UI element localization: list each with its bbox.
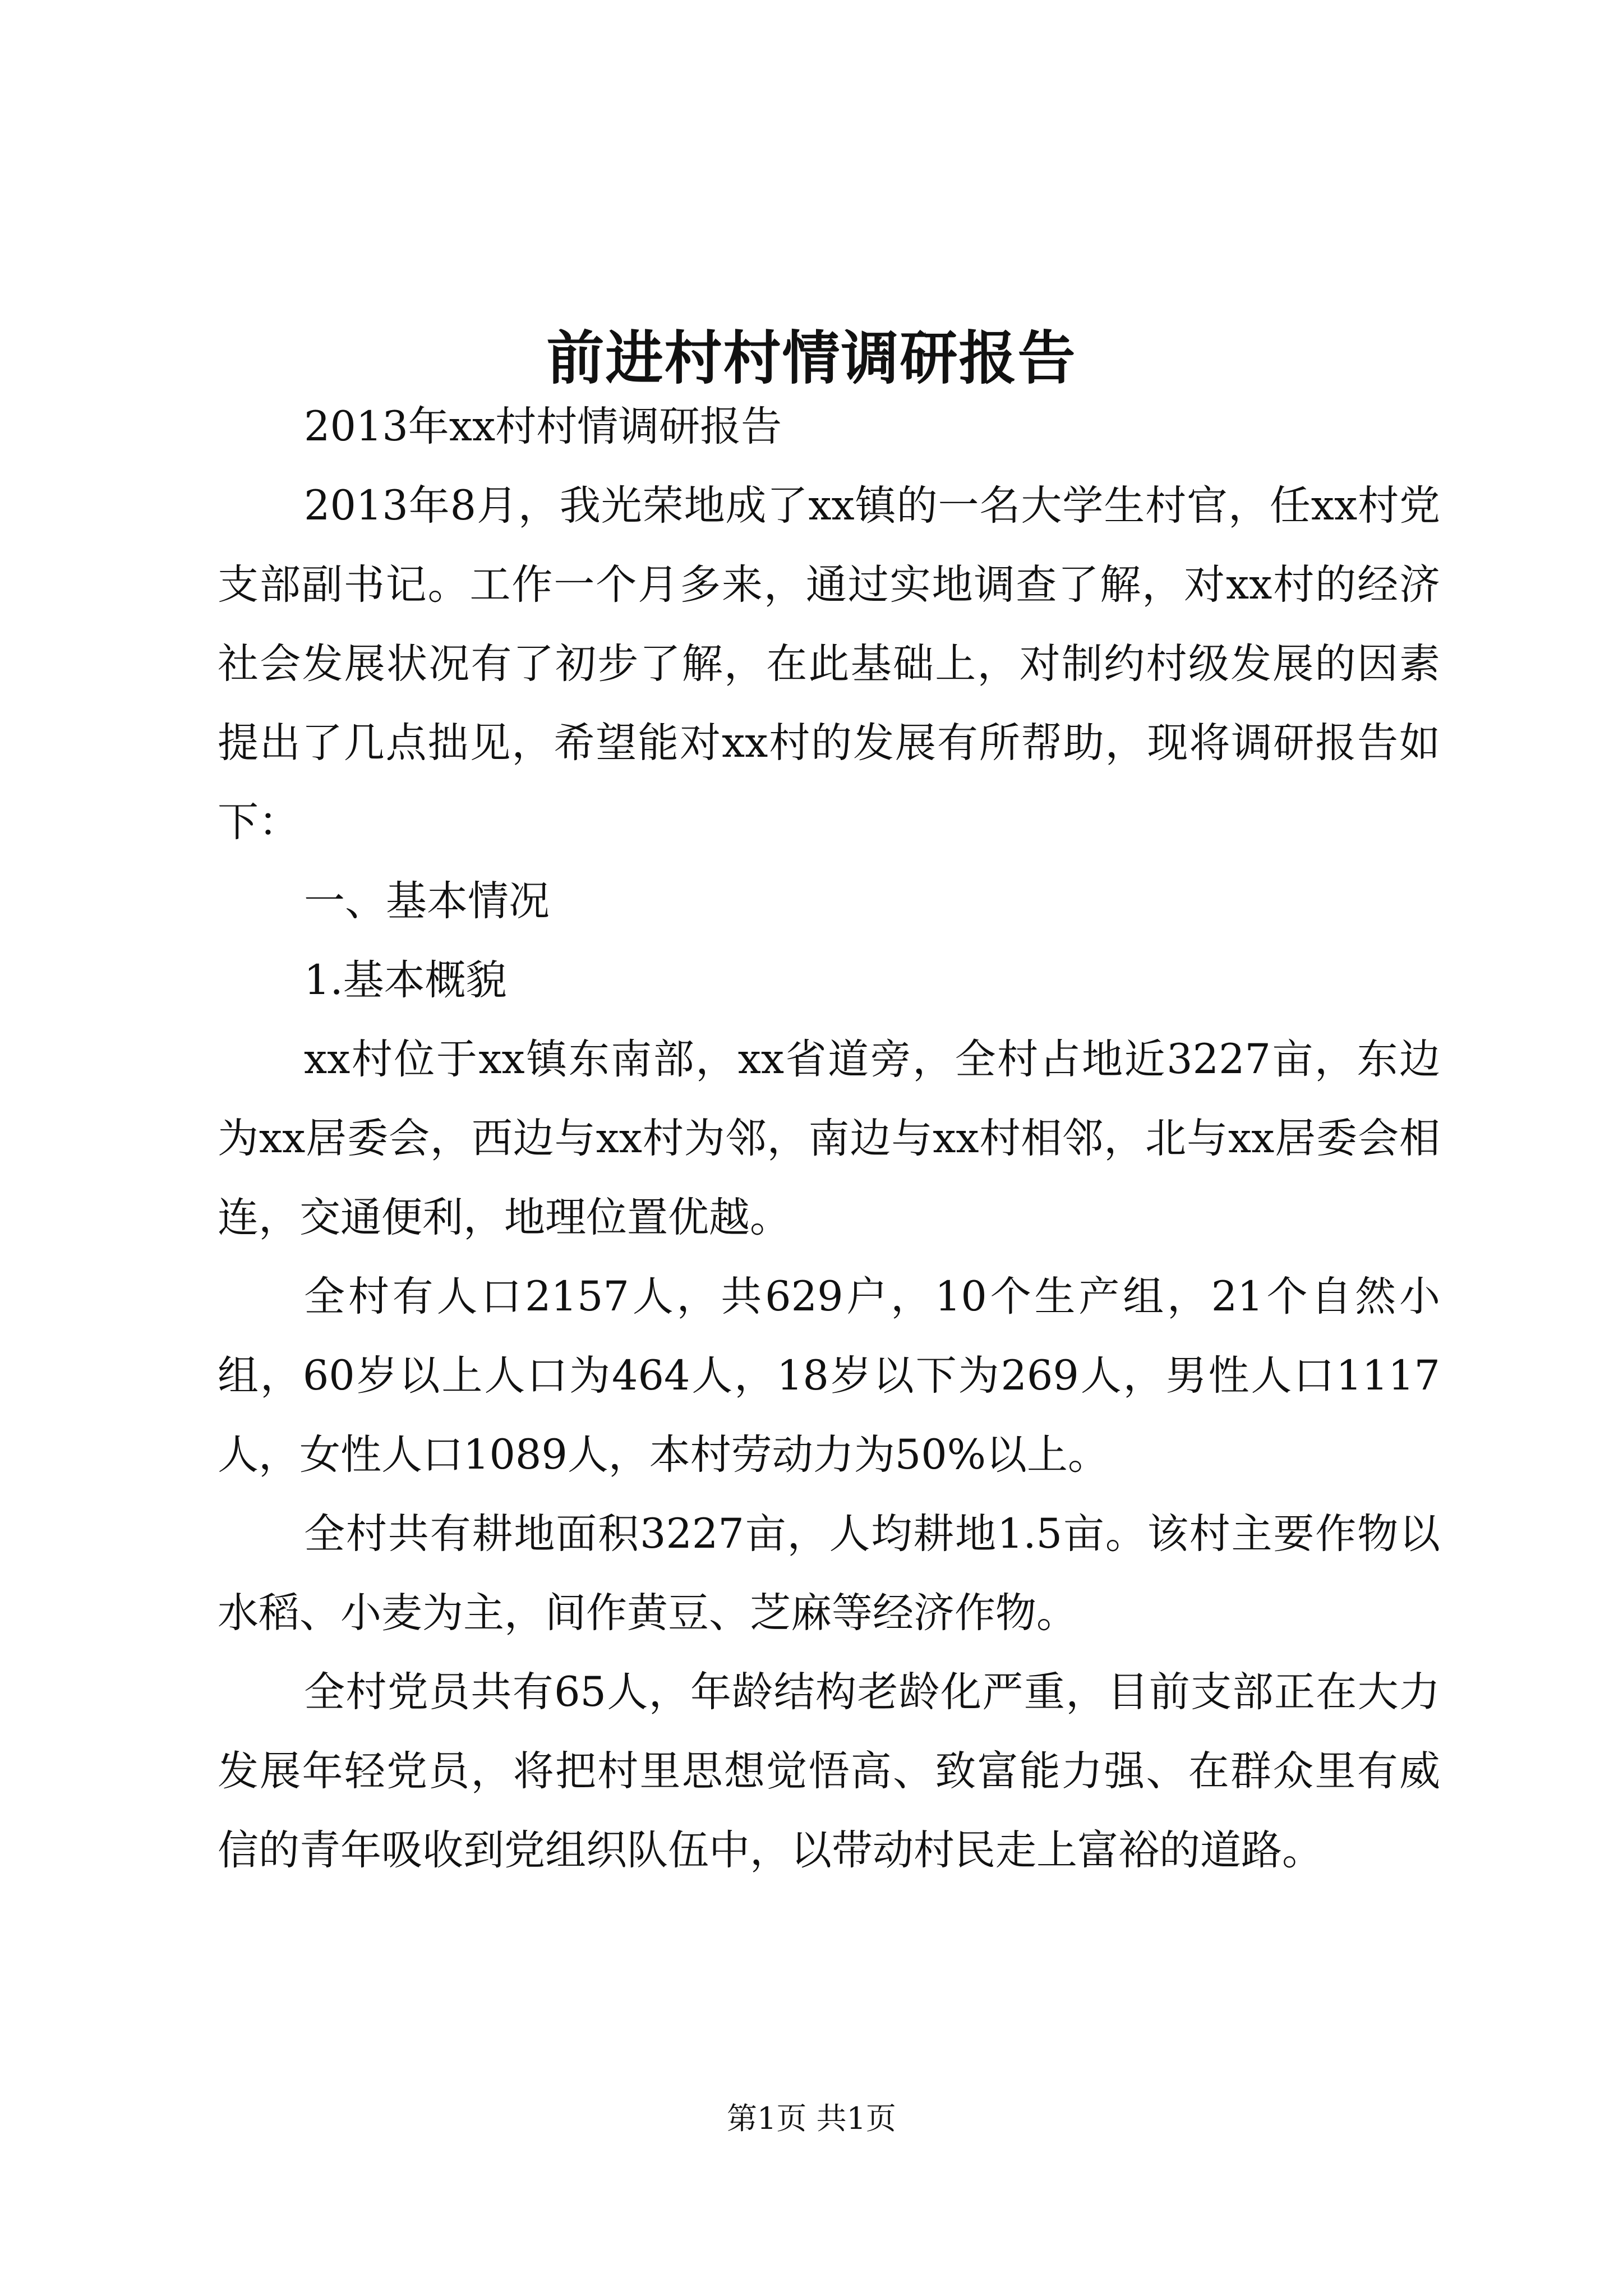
page-footer: 第1页 共1页 — [727, 2101, 896, 2136]
population-paragraph: 全村有人口2157人，共629户，10个生产组，21个自然小组，60岁以上人口为464人，18岁以下为269人，男性人口1117人，女性人口1089人，本村劳动力为50%以上。 — [218, 1273, 1440, 1479]
section-heading: 一、基本情况 — [304, 877, 550, 925]
location-paragraph: xx村位于xx镇东南部，xx省道旁，全村占地近3227亩，东边为xx居委会，西边与xx村为邻，南边与xx村相邻，北与xx居委会相连，交通便利，地理位置优越。 — [218, 1036, 1440, 1241]
document-body — [218, 387, 1440, 1890]
farmland-paragraph: 全村共有耕地面积3227亩，人均耕地1.5亩。该村主要作物以水稻、小麦为主，间作黄豆、芝麻等经济作物。 — [218, 1510, 1440, 1637]
subsection-heading: 1.基本概貌 — [304, 956, 507, 1004]
document-title: 前进村村情调研报告 — [546, 324, 1077, 392]
subtitle-paragraph: 2013年xx村村情调研报告 — [304, 403, 782, 450]
intro-paragraph: 2013年8月，我光荣地成了xx镇的一名大学生村官，任xx村党支部副书记。工作一个月多来，通过实地调查了解，对xx村的经济社会发展状况有了初步了解，在此基础上，对制约村级发展的因素提出了几点拙见，希望能对xx村的发展有所帮助，现将调研报告如下： — [218, 482, 1440, 846]
party-members-paragraph: 全村党员共有65人，年龄结构老龄化严重，目前支部正在大力发展年轻党员，将把村里思想觉悟高、致富能力强、在群众里有威信的青年吸收到党组织队伍中，以带动村民走上富裕的道路。 — [218, 1668, 1440, 1874]
